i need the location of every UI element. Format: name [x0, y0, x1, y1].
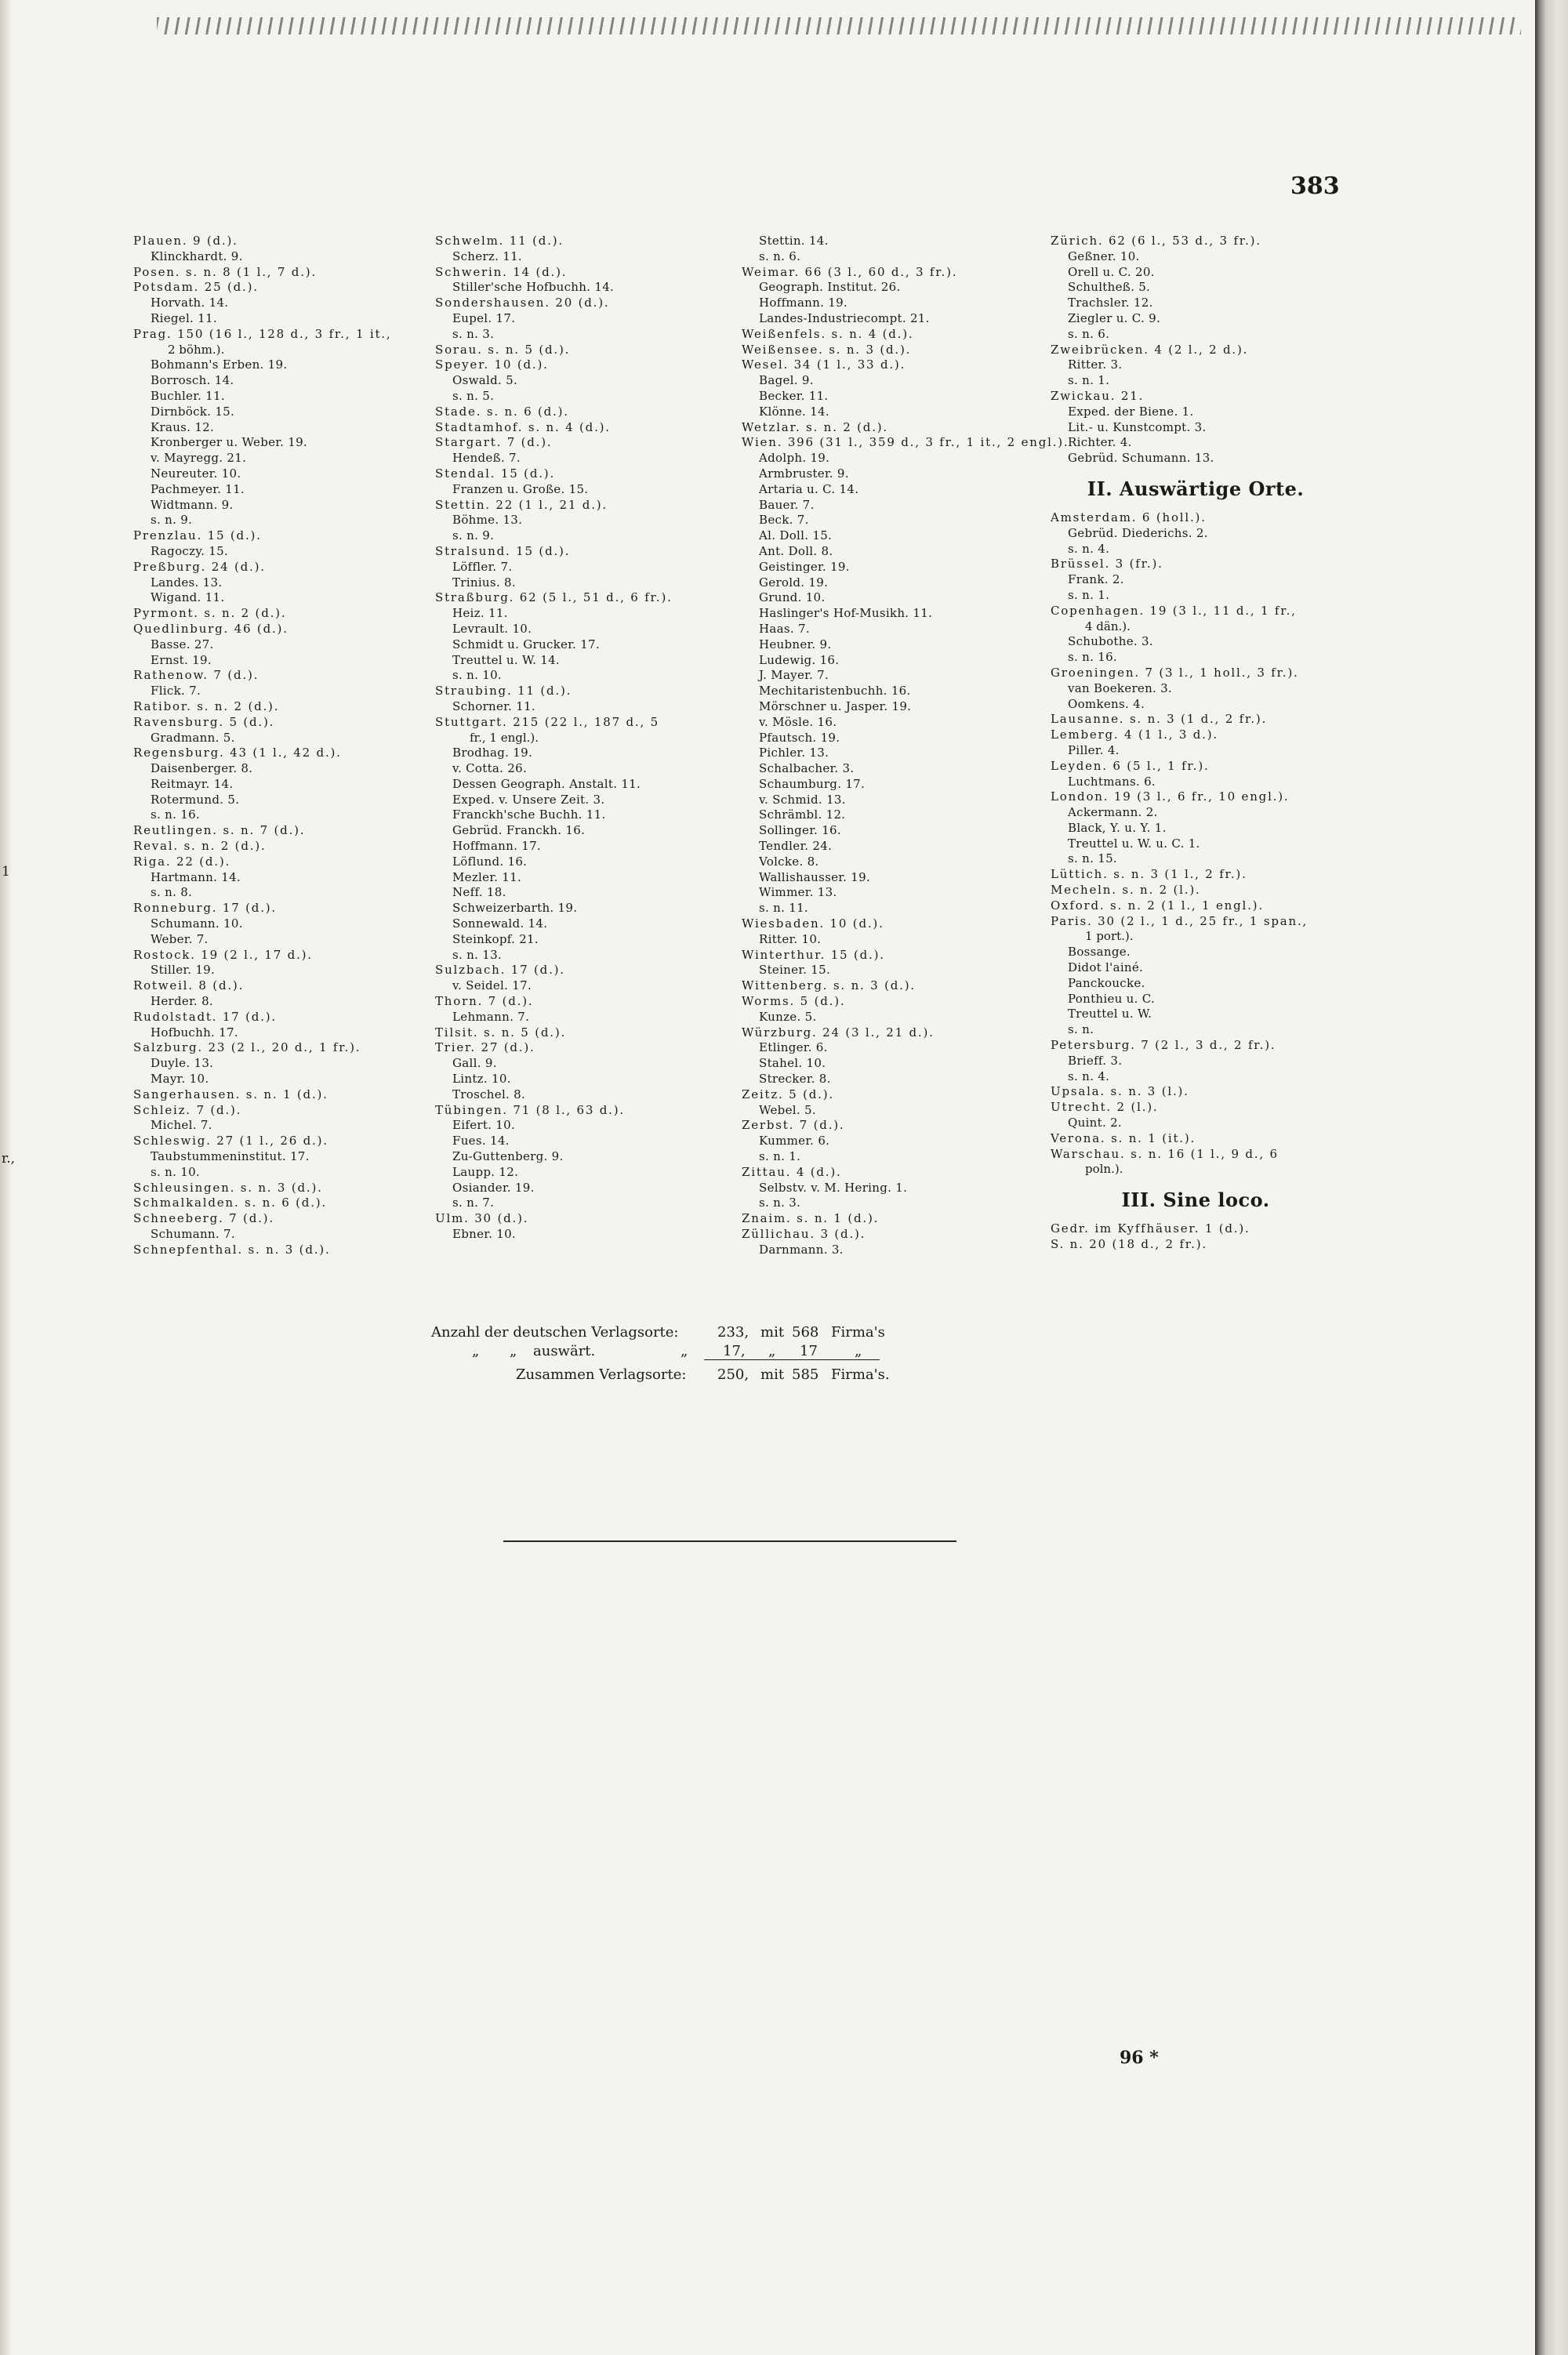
publisher-entry: Schweizerbarth. 19.: [452, 901, 578, 916]
publisher-entry: Hoffmann. 19.: [759, 296, 848, 310]
place-entry: Wiesbaden. 10 (d.).: [742, 916, 884, 931]
place-entry: Schleswig. 27 (1 l., 26 d.).: [133, 1134, 328, 1148]
summary-firms: 568: [792, 1324, 819, 1341]
publisher-entry: Ludewig. 16.: [759, 652, 840, 667]
place-entry: Znaim. s. n. 1 (d.).: [742, 1211, 880, 1226]
summary-suffix: Firma's: [831, 1324, 885, 1341]
publisher-entry: Strecker. 8.: [759, 1072, 831, 1087]
column-2: [435, 234, 727, 1243]
place-entry: Tübingen. 71 (8 l., 63 d.).: [435, 1102, 625, 1117]
place-entry: Leyden. 6 (5 l., 1 fr.).: [1051, 758, 1210, 773]
publisher-entry: Herder. 8.: [151, 994, 213, 1009]
place-entry: Wesel. 34 (1 l., 33 d.).: [742, 357, 906, 372]
place-entry: Züllichau. 3 (d.).: [742, 1227, 866, 1241]
publisher-entry: Hartmann. 14.: [151, 869, 241, 884]
place-entry: Straubing. 11 (d.).: [435, 684, 572, 699]
place-entry: Stralsund. 15 (d.).: [435, 543, 571, 558]
place-entry: Sulzbach. 17 (d.).: [435, 963, 565, 978]
publisher-entry: Kummer. 6.: [759, 1134, 830, 1148]
place-entry: Prenzlau. 15 (d.).: [133, 528, 262, 543]
publisher-entry: Pichler. 13.: [759, 746, 829, 760]
publisher-entry: Scherz. 11.: [452, 249, 522, 263]
publisher-entry: Dessen Geograph. Anstalt. 11.: [452, 776, 641, 791]
place-entry: Schwerin. 14 (d.).: [435, 264, 568, 279]
publisher-entry: v. Cotta. 26.: [452, 761, 528, 776]
summary-mit: mit: [760, 1324, 785, 1341]
publisher-entry: Borrosch. 14.: [151, 373, 234, 388]
summary-count: 233,: [717, 1324, 750, 1341]
publisher-entry: Kraus. 12.: [151, 419, 215, 434]
publisher-entry: Geistinger. 19.: [759, 559, 850, 574]
publisher-entry: van Boekeren. 3.: [1068, 680, 1173, 695]
publisher-entry: Didot l'ainé.: [1068, 960, 1144, 975]
publisher-entry: Bauer. 7.: [759, 497, 815, 512]
place-entry: Stuttgart. 215 (22 l., 187 d., 5: [435, 714, 659, 729]
publisher-entry: Schmidt u. Grucker. 17.: [452, 637, 600, 651]
publisher-entry: Schumann. 7.: [151, 1227, 235, 1241]
publisher-entry: Lit.- u. Kunstcompt. 3.: [1068, 419, 1207, 434]
publisher-entry: Klinckhardt. 9.: [151, 249, 243, 263]
publisher-entry: Mezler. 11.: [452, 869, 522, 884]
publisher-entry: Selbstv. v. M. Hering. 1.: [759, 1180, 908, 1195]
publisher-entry: s. n. 9.: [452, 528, 495, 543]
publisher-entry: Hoffmann. 17.: [452, 839, 541, 854]
publisher-entry: Sollinger. 16.: [759, 823, 841, 838]
publisher-entry: s. n. 3.: [452, 326, 495, 341]
publisher-entry: Schubothe. 3.: [1068, 634, 1153, 649]
publisher-entry: Reitmayr. 14.: [151, 776, 234, 791]
publisher-entry: Steinkopf. 21.: [452, 931, 539, 946]
publisher-entry: s. n. 6.: [1068, 326, 1110, 341]
summary-row-foreign: [431, 1342, 933, 1361]
publisher-entry: Löffler. 7.: [452, 559, 513, 574]
summary-suffix: Firma's.: [831, 1366, 890, 1383]
publisher-entry: Sonnewald. 14.: [452, 916, 548, 931]
publisher-entry: Al. Doll. 15.: [759, 528, 833, 543]
publisher-entry: Horvath. 14.: [151, 296, 229, 310]
printer-signature: 96 *: [1120, 2048, 1159, 2068]
publisher-entry: v. Mösle. 16.: [759, 714, 837, 729]
publisher-entry: Kronberger u. Weber. 19.: [151, 435, 307, 450]
publisher-entry: Neureuter. 10.: [151, 466, 241, 481]
publisher-entry: Fues. 14.: [452, 1134, 510, 1148]
publisher-entry: Gebrüd. Schumann. 13.: [1068, 451, 1214, 466]
publisher-entry: Brodhag. 19.: [452, 746, 533, 760]
publisher-entry: s. n. 5.: [452, 388, 495, 403]
place-entry: Straßburg. 62 (5 l., 51 d., 6 fr.).: [435, 590, 673, 605]
publisher-entry: Stiller. 19.: [151, 963, 216, 978]
publisher-entry: Laupp. 12.: [452, 1164, 519, 1179]
place-entry: Copenhagen. 19 (3 l., 11 d., 1 fr.,: [1051, 603, 1297, 618]
place-entry: Reval. s. n. 2 (d.).: [133, 839, 267, 854]
publisher-entry: Heiz. 11.: [452, 606, 508, 621]
publisher-entry: Kunze. 5.: [759, 1009, 817, 1024]
publisher-entry: Exped. v. Unsere Zeit. 3.: [452, 792, 605, 807]
publisher-entry: Armbruster. 9.: [759, 466, 849, 481]
book-spine-edge: [1535, 0, 1568, 2355]
publisher-entry: Trachsler. 12.: [1068, 296, 1153, 310]
place-entry: Tilsit. s. n. 5 (d.).: [435, 1025, 567, 1040]
publisher-entry: Schrämbl. 12.: [759, 807, 846, 822]
scrap-text: 1: [2, 864, 10, 880]
publisher-entry: Hofbuchh. 17.: [151, 1025, 238, 1040]
place-entry: Zittau. 4 (d.).: [742, 1164, 842, 1179]
publisher-entry: Artaria u. C. 14.: [759, 481, 859, 496]
publisher-entry: Lehmann. 7.: [452, 1009, 530, 1024]
publisher-entry: Trinius. 8.: [452, 575, 516, 590]
summary-ditto: „: [855, 1343, 862, 1359]
place-entry: Stendal. 15 (d.).: [435, 466, 556, 481]
place-entry: Salzburg. 23 (2 l., 20 d., 1 fr.).: [133, 1040, 361, 1055]
place-entry: Lüttich. s. n. 3 (1 l., 2 fr.).: [1051, 867, 1247, 882]
publisher-entry: Mechitaristenbuchh. 16.: [759, 684, 911, 699]
publisher-entry: Schumann. 10.: [151, 916, 243, 931]
publisher-entry: Stettin. 14.: [759, 234, 829, 248]
publisher-entry: Steiner. 15.: [759, 963, 831, 978]
summary-ditto: „: [681, 1343, 688, 1359]
place-entry: Wetzlar. s. n. 2 (d.).: [742, 419, 888, 434]
place-entry: Riga. 22 (d.).: [133, 854, 231, 869]
publisher-entry: Dirnböck. 15.: [151, 404, 235, 419]
summary-row-german: [431, 1323, 933, 1342]
publisher-entry: Etlinger. 6.: [759, 1040, 828, 1055]
publisher-entry: Piller. 4.: [1068, 742, 1120, 757]
place-entry: Paris. 30 (2 l., 1 d., 25 fr., 1 span.,: [1051, 913, 1308, 928]
publisher-entry: Stahel. 10.: [759, 1056, 826, 1071]
publisher-entry: Mayr. 10.: [151, 1072, 209, 1087]
scrap-text: r.,: [2, 1151, 16, 1167]
column-3: [742, 234, 1069, 1258]
publisher-entry: Bohmann's Erben. 19.: [151, 357, 288, 372]
publisher-entry: Duyle. 13.: [151, 1056, 214, 1071]
publisher-entry: Mörschner u. Jasper. 19.: [759, 699, 912, 713]
publisher-entry: s. n. 16.: [1068, 650, 1117, 665]
publisher-entry: Haas. 7.: [759, 621, 810, 636]
place-entry: Wittenberg. s. n. 3 (d.).: [742, 978, 916, 993]
publisher-entry: Zu-Guttenberg. 9.: [452, 1149, 564, 1164]
place-entry: Quedlinburg. 46 (d.).: [133, 621, 289, 636]
publisher-entry: Buchler. 11.: [151, 388, 225, 403]
publisher-entry: Gebrüd. Diederichs. 2.: [1068, 525, 1208, 540]
publisher-entry: s. n. 11.: [759, 901, 808, 916]
publisher-entry: Taubstummeninstitut. 17.: [151, 1149, 310, 1164]
column-4: [1051, 234, 1341, 1253]
place-entry: Speyer. 10 (d.).: [435, 357, 549, 372]
place-entry: Amsterdam. 6 (holl.).: [1051, 510, 1207, 524]
publisher-entry: Böhme. 13.: [452, 513, 523, 528]
column-1: [133, 234, 416, 1258]
publisher-entry: Becker. 11.: [759, 388, 829, 403]
publisher-entry: 2 böhm.).: [168, 342, 225, 357]
publisher-entry: Bossange.: [1068, 945, 1131, 960]
summary-label: auswärt.: [533, 1343, 596, 1359]
publisher-entry: Troschel. 8.: [452, 1087, 526, 1101]
publisher-entry: Schorner. 11.: [452, 699, 535, 713]
publisher-entry: s. n. 6.: [759, 249, 801, 263]
place-entry: Ratibor. s. n. 2 (d.).: [133, 699, 280, 713]
publisher-entry: s. n. 4.: [1068, 541, 1110, 556]
place-entry: Pyrmont. s. n. 2 (d.).: [133, 606, 287, 621]
publisher-entry: Franckh'sche Buchh. 11.: [452, 807, 606, 822]
publisher-entry: Geßner. 10.: [1068, 249, 1140, 263]
publisher-entry: Wallishausser. 19.: [759, 869, 870, 884]
place-entry: Rotweil. 8 (d.).: [133, 978, 245, 993]
place-entry: Schmalkalden. s. n. 6 (d.).: [133, 1196, 327, 1210]
publisher-entry: v. Seidel. 17.: [452, 978, 532, 993]
summary-ditto: „: [510, 1343, 517, 1359]
publisher-entry: Flick. 7.: [151, 684, 201, 699]
publisher-entry: Eifert. 10.: [452, 1118, 516, 1133]
place-entry: Ronneburg. 17 (d.).: [133, 901, 277, 916]
publisher-entry: Lintz. 10.: [452, 1072, 511, 1087]
place-entry: Schleusingen. s. n. 3 (d.).: [133, 1180, 323, 1195]
publisher-entry: s. n.: [1068, 1022, 1094, 1037]
section-heading: II. Auswärtige Orte.: [1087, 477, 1305, 500]
place-entry: Posen. s. n. 8 (1 l., 7 d.).: [133, 264, 317, 279]
publisher-entry: Beck. 7.: [759, 513, 809, 528]
publisher-entry: v. Schmid. 13.: [759, 792, 846, 807]
publisher-entry: Oswald. 5.: [452, 373, 518, 388]
place-entry: Reutlingen. s. n. 7 (d.).: [133, 823, 306, 838]
summary-label: Anzahl der deutschen Verlagsorte:: [431, 1324, 679, 1341]
place-entry: Stadtamhof. s. n. 4 (d.).: [435, 419, 611, 434]
place-entry: Potsdam. 25 (d.).: [133, 280, 259, 295]
place-entry: Gedr. im Kyffhäuser. 1 (d.).: [1051, 1221, 1250, 1236]
summary-ditto: „: [768, 1343, 776, 1359]
place-entry: Utrecht. 2 (l.).: [1051, 1100, 1159, 1115]
publisher-entry: Landes. 13.: [151, 575, 223, 590]
place-entry: Rudolstadt. 17 (d.).: [133, 1009, 277, 1024]
publisher-entry: Wimmer. 13.: [759, 885, 837, 900]
publisher-entry: s. n. 1.: [1068, 373, 1110, 388]
place-entry: Ulm. 30 (d.).: [435, 1211, 529, 1226]
section-heading: III. Sine loco.: [1121, 1188, 1270, 1212]
publisher-entry: s. n. 10.: [452, 668, 502, 683]
publisher-entry: Tendler. 24.: [759, 839, 833, 854]
place-entry: Rathenow. 7 (d.).: [133, 668, 260, 683]
place-entry: Preßburg. 24 (d.).: [133, 559, 266, 574]
summary-label: Zusammen Verlagsorte:: [516, 1366, 687, 1383]
publisher-entry: Ackermann. 2.: [1068, 805, 1158, 820]
publisher-entry: Gebrüd. Franckh. 16.: [452, 823, 586, 838]
publisher-entry: v. Mayregg. 21.: [151, 451, 247, 466]
publisher-entry: Black, Y. u. Y. 1.: [1068, 820, 1167, 835]
place-entry: Groeningen. 7 (3 l., 1 holl., 3 fr.).: [1051, 665, 1299, 680]
place-entry: London. 19 (3 l., 6 fr., 10 engl.).: [1051, 789, 1290, 804]
publisher-entry: Ziegler u. C. 9.: [1068, 310, 1161, 325]
place-entry: Zerbst. 7 (d.).: [742, 1118, 845, 1133]
place-entry: Zwickau. 21.: [1051, 388, 1145, 403]
publisher-entry: fr., 1 engl.).: [470, 730, 539, 745]
place-entry: Oxford. s. n. 2 (1 l., 1 engl.).: [1051, 898, 1264, 913]
publisher-entry: Orell u. C. 20.: [1068, 264, 1155, 279]
publisher-entry: Gerold. 19.: [759, 575, 829, 590]
publisher-entry: Löflund. 16.: [452, 854, 528, 869]
publisher-entry: Klönne. 14.: [759, 404, 829, 419]
place-entry: Zweibrücken. 4 (2 l., 2 d.).: [1051, 342, 1249, 357]
place-entry: Mecheln. s. n. 2 (l.).: [1051, 883, 1201, 898]
publisher-entry: Riegel. 11.: [151, 310, 217, 325]
place-entry: Zeitz. 5 (d.).: [742, 1087, 834, 1101]
publisher-entry: Panckoucke.: [1068, 975, 1145, 990]
publisher-entry: s. n. 8.: [151, 885, 193, 900]
publisher-entry: Schultheß. 5.: [1068, 280, 1151, 295]
place-entry: Schleiz. 7 (d.).: [133, 1102, 242, 1117]
previous-page-edge: [0, 0, 16, 2355]
summary-ditto: „: [472, 1343, 480, 1359]
publisher-entry: Ponthieu u. C.: [1068, 991, 1156, 1006]
publisher-entry: poln.).: [1085, 1162, 1123, 1177]
summary-firms: 17: [800, 1343, 818, 1359]
publisher-entry: Landes-Industriecompt. 21.: [759, 310, 930, 325]
place-entry: Stettin. 22 (1 l., 21 d.).: [435, 497, 608, 512]
end-rule: [503, 1540, 956, 1542]
place-entry: Schwelm. 11 (d.).: [435, 234, 564, 248]
publisher-entry: Brieff. 3.: [1068, 1053, 1123, 1068]
place-entry: Prag. 150 (16 l., 128 d., 3 fr., 1 it.,: [133, 326, 392, 341]
place-entry: Plauen. 9 (d.).: [133, 234, 238, 248]
publisher-entry: Ragoczy. 15.: [151, 543, 228, 558]
publisher-entry: s. n. 10.: [151, 1164, 200, 1179]
publisher-entry: Daisenberger. 8.: [151, 761, 253, 776]
publisher-entry: J. Mayer. 7.: [759, 668, 829, 683]
publisher-entry: Treuttel u. W. u. C. 1.: [1068, 836, 1200, 851]
publisher-entry: s. n. 1.: [1068, 587, 1110, 602]
place-entry: Winterthur. 15 (d.).: [742, 947, 885, 962]
publisher-entry: Eupel. 17.: [452, 310, 516, 325]
publisher-entry: Adolph. 19.: [759, 451, 830, 466]
place-entry: Sorau. s. n. 5 (d.).: [435, 342, 571, 357]
publisher-entry: s. n. 9.: [151, 513, 193, 528]
place-entry: Rostock. 19 (2 l., 17 d.).: [133, 947, 313, 962]
publisher-entry: Michel. 7.: [151, 1118, 212, 1133]
publisher-entry: Richter. 4.: [1068, 435, 1132, 450]
publisher-entry: Osiander. 19.: [452, 1180, 535, 1195]
place-entry: S. n. 20 (18 d., 2 fr.).: [1051, 1237, 1207, 1252]
publisher-entry: Schaumburg. 17.: [759, 776, 866, 791]
page-number: 383: [1290, 172, 1340, 200]
publisher-entry: Levrault. 10.: [452, 621, 532, 636]
publisher-entry: Ant. Doll. 8.: [759, 543, 833, 558]
publisher-entry: Basse. 27.: [151, 637, 214, 651]
publisher-entry: Bagel. 9.: [759, 373, 814, 388]
publisher-entry: s. n. 7.: [452, 1196, 495, 1210]
publisher-entry: Rotermund. 5.: [151, 792, 240, 807]
publisher-entry: Widtmann. 9.: [151, 497, 234, 512]
summary-count: 17,: [723, 1343, 746, 1359]
publisher-summary: [431, 1323, 933, 1384]
publisher-entry: 4 dän.).: [1085, 619, 1131, 633]
publisher-entry: Treuttel u. W.: [1068, 1007, 1152, 1021]
place-entry: Petersburg. 7 (2 l., 3 d., 2 fr.).: [1051, 1038, 1276, 1053]
place-entry: Ravensburg. 5 (d.).: [133, 714, 275, 729]
publisher-entry: Wigand. 11.: [151, 590, 225, 605]
publisher-entry: Haslinger's Hof-Musikh. 11.: [759, 606, 933, 621]
place-entry: Sangerhausen. s. n. 1 (d.).: [133, 1087, 328, 1101]
place-entry: Weißenfels. s. n. 4 (d.).: [742, 326, 914, 341]
publisher-entry: Luchtmans. 6.: [1068, 774, 1156, 789]
place-entry: Sondershausen. 20 (d.).: [435, 296, 610, 310]
place-entry: Zürich. 62 (6 l., 53 d., 3 fr.).: [1051, 234, 1261, 248]
publisher-entry: Grund. 10.: [759, 590, 826, 605]
publisher-entry: Hendeß. 7.: [452, 451, 521, 466]
publisher-entry: Neff. 18.: [452, 885, 506, 900]
publisher-entry: s. n. 15.: [1068, 851, 1117, 866]
summary-rule: [704, 1359, 880, 1360]
place-entry: Upsala. s. n. 3 (l.).: [1051, 1084, 1189, 1099]
summary-mit: mit: [760, 1366, 785, 1383]
publisher-entry: Webel. 5.: [759, 1102, 816, 1117]
publisher-entry: s. n. 13.: [452, 947, 502, 962]
publisher-entry: Exped. der Biene. 1.: [1068, 404, 1194, 419]
publisher-entry: Gradmann. 5.: [151, 730, 235, 745]
publisher-entry: Treuttel u. W. 14.: [452, 652, 560, 667]
place-entry: Weißensee. s. n. 3 (d.).: [742, 342, 912, 357]
place-entry: Schneeberg. 7 (d.).: [133, 1211, 274, 1226]
place-entry: Brüssel. 3 (fr.).: [1051, 557, 1163, 572]
publisher-entry: Quint. 2.: [1068, 1116, 1122, 1130]
publisher-entry: Volcke. 8.: [759, 854, 819, 869]
publisher-entry: Stiller'sche Hofbuchh. 14.: [452, 280, 615, 295]
place-entry: Worms. 5 (d.).: [742, 994, 846, 1009]
publisher-entry: Oomkens. 4.: [1068, 696, 1145, 711]
publisher-entry: Weber. 7.: [151, 931, 209, 946]
top-edge-ornament: [157, 17, 1521, 34]
publisher-entry: s. n. 3.: [759, 1196, 801, 1210]
place-entry: Wien. 396 (31 l., 359 d., 3 fr., 1 it., 2 engl.).: [742, 435, 1069, 450]
publisher-entry: Heubner. 9.: [759, 637, 832, 651]
summary-count: 250,: [717, 1366, 750, 1383]
summary-row-total: [431, 1366, 933, 1384]
place-entry: Stargart. 7 (d.).: [435, 435, 553, 450]
place-entry: Schnepfenthal. s. n. 3 (d.).: [133, 1242, 331, 1257]
place-entry: Verona. s. n. 1 (it.).: [1051, 1130, 1196, 1145]
publisher-entry: Pfautsch. 19.: [759, 730, 840, 745]
publisher-entry: s. n. 16.: [151, 807, 200, 822]
summary-firms: 585: [792, 1366, 819, 1383]
place-entry: Thorn. 7 (d.).: [435, 994, 534, 1009]
place-entry: Trier. 27 (d.).: [435, 1040, 535, 1055]
place-entry: Lemberg. 4 (1 l., 3 d.).: [1051, 728, 1218, 742]
publisher-entry: Frank. 2.: [1068, 572, 1124, 587]
publisher-entry: Franzen u. Große. 15.: [452, 481, 589, 496]
place-entry: Warschau. s. n. 16 (1 l., 9 d., 6: [1051, 1146, 1279, 1161]
publisher-entry: Ritter. 10.: [759, 931, 822, 946]
place-entry: Lausanne. s. n. 3 (1 d., 2 fr.).: [1051, 712, 1268, 727]
publisher-entry: Schalbacher. 3.: [759, 761, 855, 776]
publisher-entry: s. n. 4.: [1068, 1069, 1110, 1083]
publisher-entry: Ernst. 19.: [151, 652, 212, 667]
publisher-entry: Gall. 9.: [452, 1056, 497, 1071]
place-entry: Stade. s. n. 6 (d.).: [435, 404, 569, 419]
place-entry: Würzburg. 24 (3 l., 21 d.).: [742, 1025, 935, 1040]
publisher-entry: Geograph. Institut. 26.: [759, 280, 901, 295]
place-entry: Regensburg. 43 (1 l., 42 d.).: [133, 746, 342, 760]
publisher-entry: Darnmann. 3.: [759, 1242, 844, 1257]
place-entry: Weimar. 66 (3 l., 60 d., 3 fr.).: [742, 264, 958, 279]
publisher-entry: Pachmeyer. 11.: [151, 481, 245, 496]
publisher-entry: 1 port.).: [1085, 929, 1134, 944]
publisher-entry: Ritter. 3.: [1068, 357, 1123, 372]
publisher-entry: Ebner. 10.: [452, 1227, 517, 1241]
publisher-entry: s. n. 1.: [759, 1149, 801, 1164]
